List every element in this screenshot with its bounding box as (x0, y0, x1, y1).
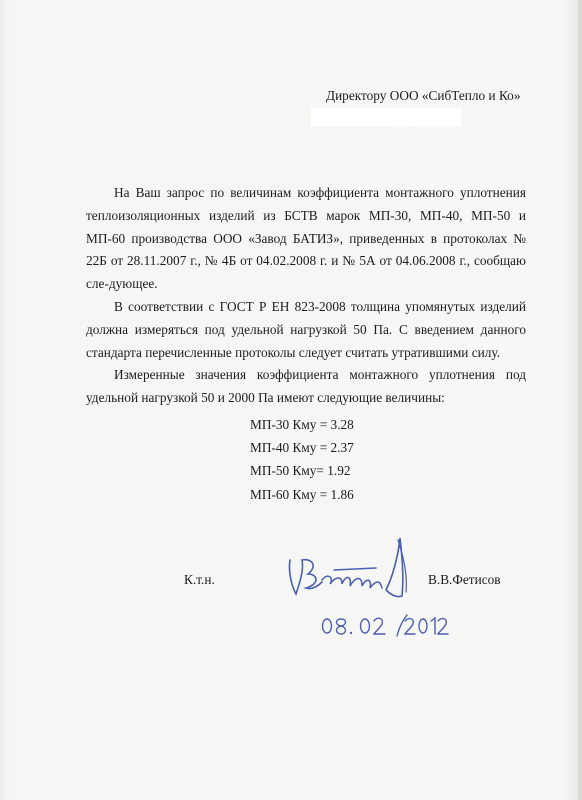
paragraph-standard: В соответствии с ГОСТ Р ЕН 823-2008 толщина упомянутых изделий должна измеряться под удельной нагрузкой 50 Па. С введением данного стандарта перечисленные протоколы следует считать утратившими силу. (86, 298, 526, 360)
value-mp40: МП-40 Кму = 2.37 (250, 440, 354, 456)
letter-body (86, 182, 526, 410)
handwritten-date (319, 612, 449, 640)
paragraph-measured: Измеренные значения коэффициента монтажного уплотнения под удельной нагрузкой 50 и 2000 Па имеют следующие величины: (86, 367, 526, 406)
value-mp30: МП-30 Кму = 3.28 (250, 417, 354, 432)
paragraph-request: На Ваш запрос по величинам коэффициента монтажного уплотнения теплоизоляционных изделий из БСТВ марок МП-30, МП-40, МП-50 и МП-60 производства ООО «Завод БАТИЗ», приведенных в протоколах № 22Б от 28.11.2007 г., № 4Б от 04.02.2008 г. и № 5А от 04.06.2008 г., сообщаю сле-дующее. (86, 185, 526, 292)
addressee-line: Директору ООО «СибТепло и Ко» (326, 88, 521, 103)
value-mp50: МП-50 Кму= 1.92 (250, 463, 351, 479)
value-mp60: МП-60 Кму = 1.86 (250, 486, 354, 502)
coefficient-values (250, 413, 354, 506)
handwritten-signature (282, 532, 417, 607)
signer-degree: К.т.н. (184, 572, 215, 587)
page-edge (578, 0, 582, 800)
redacted-block (311, 108, 461, 126)
signer-name: В.В.Фетисов (428, 572, 501, 587)
